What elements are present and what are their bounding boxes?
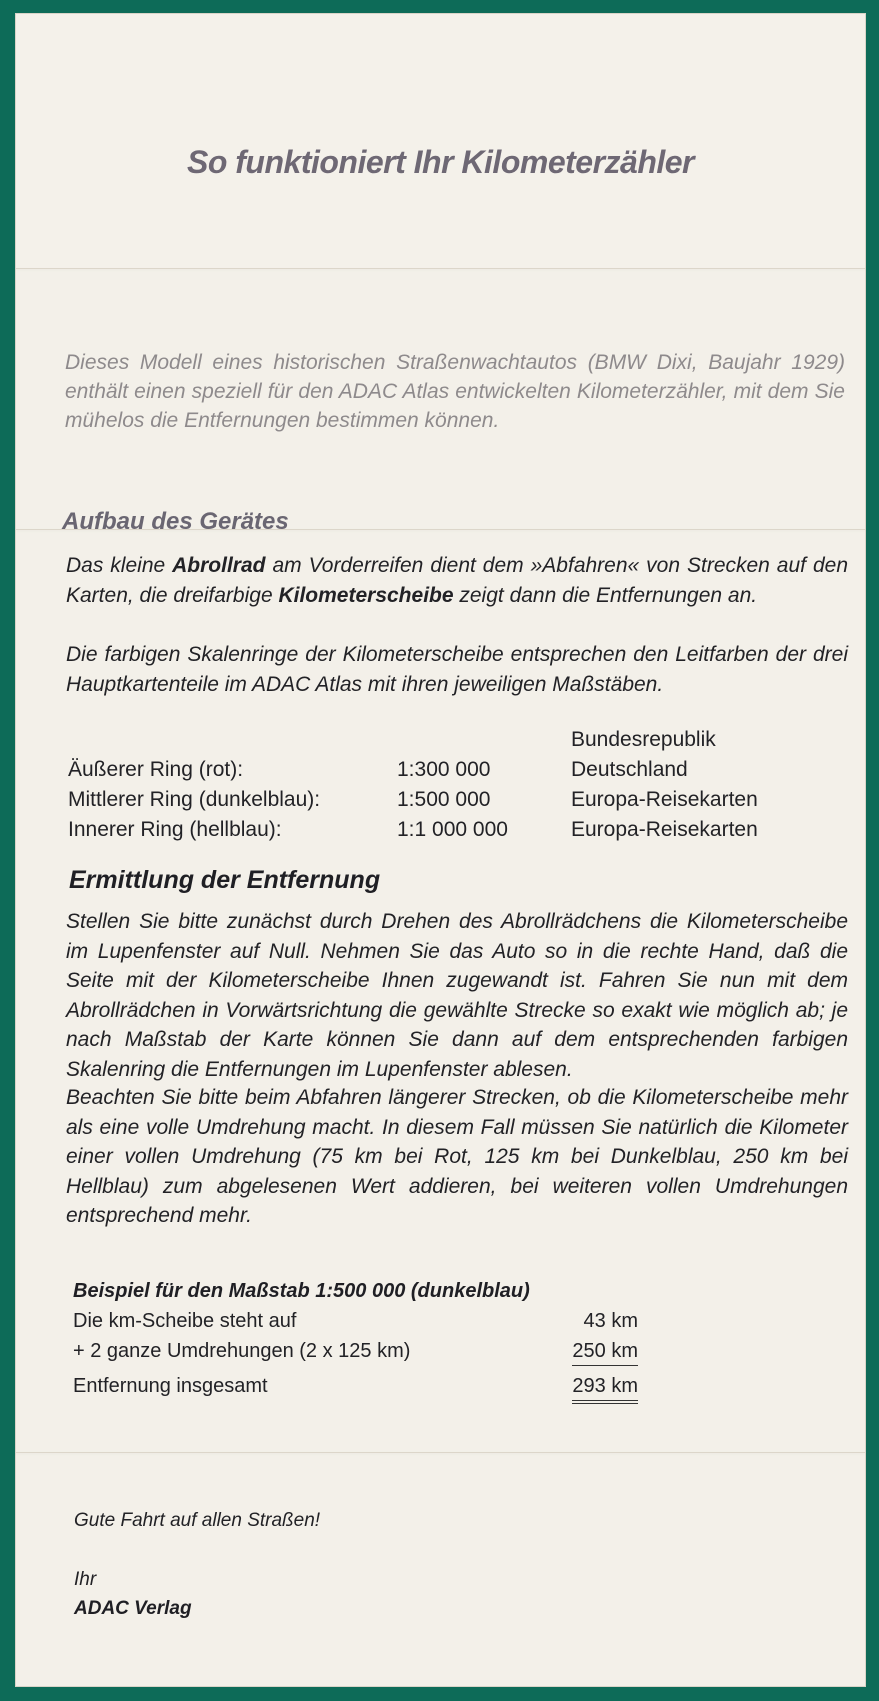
section-heading-aufbau: Aufbau des Gerätes bbox=[62, 508, 289, 535]
ring-row bbox=[68, 815, 858, 845]
aufbau-paragraph-2: Die farbigen Skalenringe der Kilometerscheibe entsprechen den Leitfarben der drei Hauptkartenteile im ADAC Atlas mit ihren jeweiligen Maßstäben. bbox=[66, 643, 848, 696]
signature-publisher: ADAC Verlag bbox=[74, 1598, 192, 1619]
ring-row bbox=[68, 785, 858, 815]
term-kilometerscheibe: Kilometerscheibe bbox=[278, 583, 454, 607]
ring-table-header bbox=[68, 725, 858, 755]
ring-name: Mittlerer Ring (dunkelblau): bbox=[68, 788, 321, 811]
section-heading-ermittlung: Ermittlung der Entfernung bbox=[69, 866, 381, 894]
example-value: 250 km bbox=[572, 1340, 638, 1366]
ring-row bbox=[68, 755, 858, 785]
ring-header-map: Bundesrepublik bbox=[571, 728, 716, 751]
ring-name: Äußerer Ring (rot): bbox=[68, 758, 244, 781]
fold-line bbox=[16, 268, 865, 269]
ring-map: Deutschland bbox=[571, 758, 688, 781]
ring-map: Europa-Reisekarten bbox=[571, 788, 758, 811]
ring-map: Europa-Reisekarten bbox=[571, 818, 758, 841]
signature-line-1: Ihr bbox=[74, 1569, 97, 1590]
top-panel bbox=[16, 14, 865, 268]
intro-paragraph: Dieses Modell eines historischen Straßenwachtautos (BMW Dixi, Baujahr 1929) enthält einen speziell für den ADAC Atlas entwickelten Kilometerzähler, mit dem Sie mühelos die Entfernungen bestimmen können. bbox=[65, 351, 845, 432]
aufbau-paragraph-1: Das kleine Abrollrad am Vorderreifen dient dem »Abfahren« von Strecken auf den Karten, die dreifarbige Kilometerscheibe zeigt dann die Entfernungen an. bbox=[66, 554, 849, 607]
fold-line bbox=[16, 1452, 865, 1453]
example-title: Beispiel für den Maßstab 1:500 000 (dunkelblau) bbox=[73, 1280, 530, 1302]
ermittlung-paragraph-2: Beachten Sie bitte beim Abfahren längerer Strecken, ob die Kilometerscheibe mehr als eine volle Umdrehung macht. In diesem Fall müssen Sie natürlich die Kilometer einer vollen Umdrehung (75 km bei Rot, 125 km bei Dunkelblau, 250 km bei Hellblau) zum abgelesenen Wert addieren, bei weiteren vollen Umdrehungen entsprechend mehr. bbox=[66, 1086, 848, 1227]
closing-line: Gute Fahrt auf allen Straßen! bbox=[74, 1510, 321, 1531]
ring-table bbox=[68, 725, 858, 845]
ermittlung-paragraph-1: Stellen Sie bitte zunächst durch Drehen des Abrollrädchens die Kilometerscheibe im Lupenfenster auf Null. Nehmen Sie das Auto so in die rechte Hand, daß die Seite mit der Kilometerscheibe Ihnen zugewandt ist. Fahren Sie nun mit dem Abrollrädchen in Vorwärtsrichtung die gewählte Strecke so exakt wie möglich ab; je nach Maßstab der Karte können Sie dann auf dem entsprechenden farbigen Skalenring die Entfernungen im Lupenfenster ablesen. bbox=[66, 910, 848, 1081]
term-abrollrad: Abrollrad bbox=[172, 554, 266, 577]
instruction-sheet bbox=[16, 14, 865, 1686]
page-title: So funktioniert Ihr Kilometerzähler bbox=[186, 144, 694, 180]
example-label: Die km-Scheibe steht auf bbox=[73, 1310, 297, 1332]
ring-scale: 1:1 000 000 bbox=[397, 818, 508, 841]
example-label: Entfernung insgesamt bbox=[73, 1375, 268, 1397]
example-value: 43 km bbox=[583, 1310, 638, 1332]
ring-name: Innerer Ring (hellblau): bbox=[68, 818, 282, 841]
example-total-value: 293 km bbox=[572, 1375, 638, 1404]
example-label: + 2 ganze Umdrehungen (2 x 125 km) bbox=[73, 1340, 411, 1362]
ring-scale: 1:300 000 bbox=[397, 758, 491, 781]
ring-scale: 1:500 000 bbox=[397, 788, 491, 811]
